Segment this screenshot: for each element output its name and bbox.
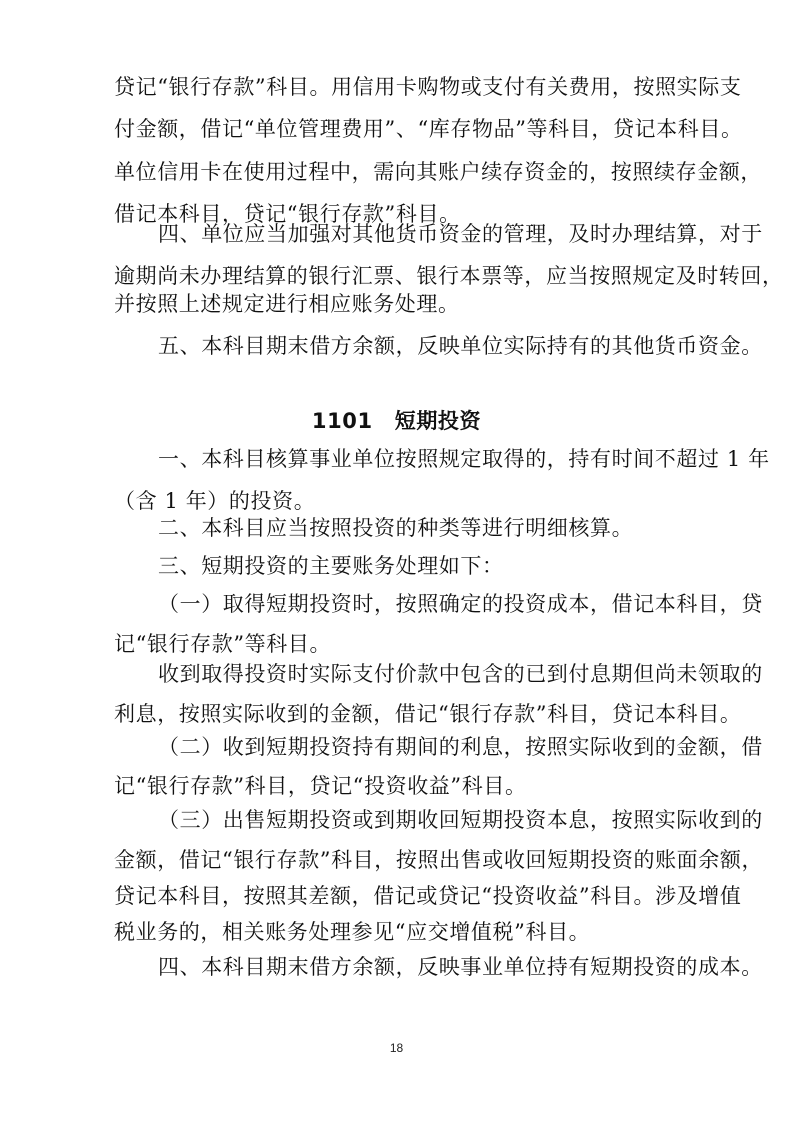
paragraph-line: 二、本科目应当按照投资的种类等进行明细核算。 [158,516,634,540]
paragraph-line: 四、单位应当加强对其他货币资金的管理，及时办理结算，对于 [158,222,763,246]
paragraph-line: 记“银行存款”等科目。 [114,632,332,656]
paragraph-line: 四、本科目期末借方余额，反映事业单位持有短期投资的成本。 [158,955,763,979]
paragraph-line: 金额，借记“银行存款”科目，按照出售或收回短期投资的账面余额， [114,848,764,872]
paragraph-line: 逾期尚未办理结算的银行汇票、银行本票等，应当按照规定及时转回， [114,264,784,288]
paragraph-line: 利息，按照实际收到的金额，借记“银行存款”科目，贷记本科目。 [114,702,742,726]
page-number: 18 [389,1041,404,1055]
paragraph-line: 税业务的，相关账务处理参见“应交增值税”科目。 [114,920,591,944]
paragraph-line: （含 1 年）的投资。 [114,489,316,513]
paragraph-line: （一）取得短期投资时，按照确定的投资成本，借记本科目，贷 [158,592,763,616]
paragraph-line: 并按照上述规定进行相应账务处理。 [114,292,460,316]
paragraph-line: （三）出售短期投资或到期收回短期投资本息，按照实际收到的 [158,808,763,832]
section-heading [0,407,793,435]
paragraph-line: 三、短期投资的主要账务处理如下： [158,554,504,578]
section-code: 1101 [311,409,373,433]
paragraph-line: 贷记“银行存款”科目。用信用卡购物或支付有关费用，按照实际支 [114,75,742,99]
paragraph-line: 记“银行存款”科目，贷记“投资收益”科目。 [114,774,527,798]
paragraph-line: 一、本科目核算事业单位按照规定取得的，持有时间不超过 1 年 [158,447,770,471]
paragraph-line: （二）收到短期投资持有期间的利息，按照实际收到的金额，借 [158,735,763,759]
paragraph-line: 付金额，借记“单位管理费用”、“库存物品”等科目，贷记本科目。 [114,117,743,141]
paragraph-line: 贷记本科目，按照其差额，借记或贷记“投资收益”科目。涉及增值 [114,884,742,908]
paragraph-line: 单位信用卡在使用过程中，需向其账户续存资金的，按照续存金额， [114,160,762,184]
paragraph-line: 五、本科目期末借方余额，反映单位实际持有的其他货币资金。 [158,334,763,358]
paragraph-line: 收到取得投资时实际支付价款中包含的已到付息期但尚未领取的 [158,662,763,686]
paragraph-line: 借记本科目，贷记“银行存款”科目。 [114,202,461,226]
section-title: 短期投资 [394,409,482,433]
